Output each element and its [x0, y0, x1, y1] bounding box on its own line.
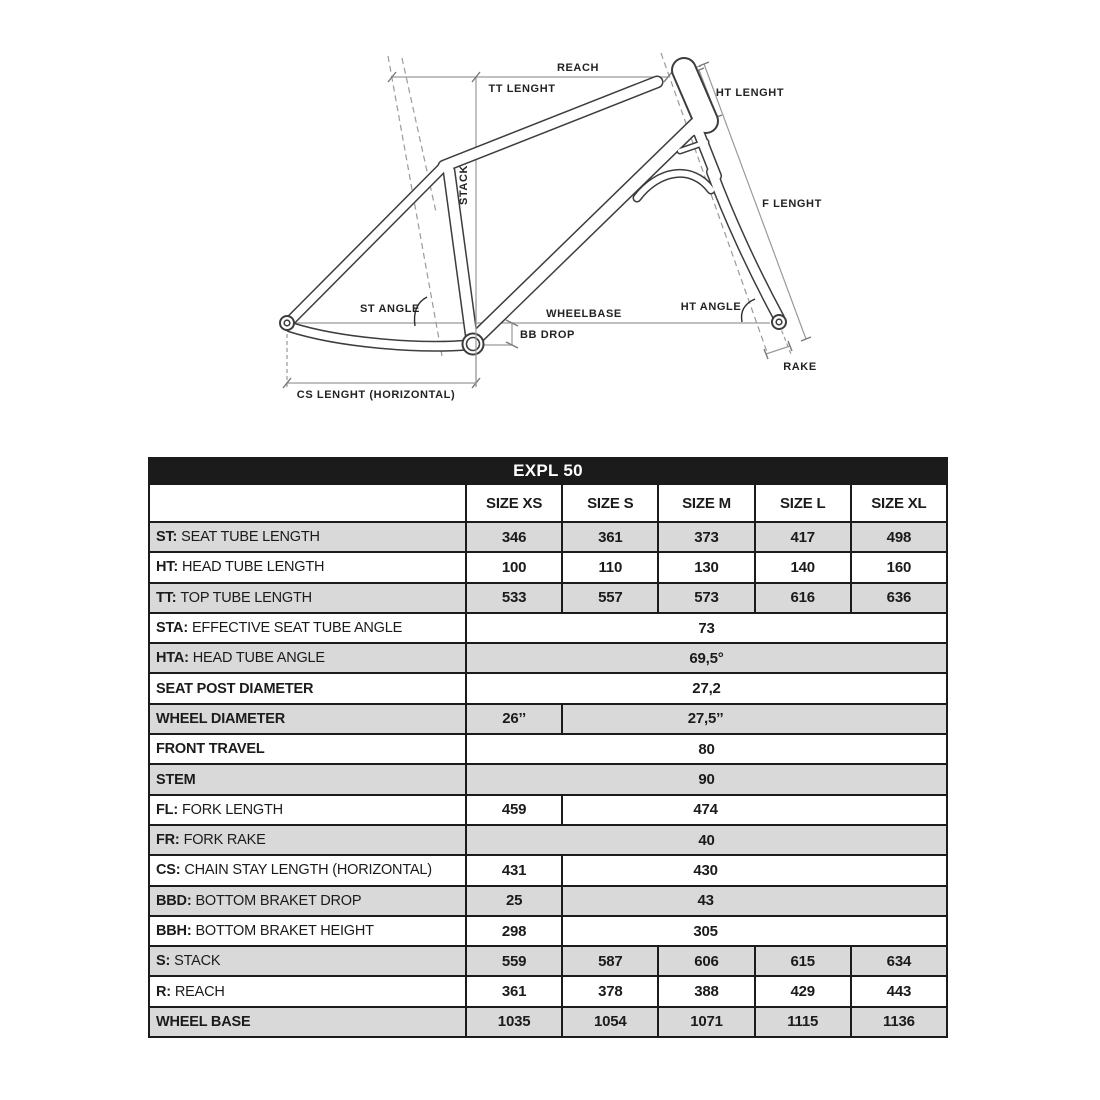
label-f-length: F LENGHT [762, 198, 822, 210]
size-value-cell: 636 [850, 584, 946, 612]
size-value-cell: 430 [561, 856, 946, 884]
size-value-cell: 459 [465, 796, 561, 824]
label-rake: RAKE [783, 361, 817, 373]
size-value-cell: 361 [465, 977, 561, 1005]
size-value-cell: 346 [465, 523, 561, 551]
row-label: SEAT POST DIAMETER [156, 680, 314, 697]
size-value-cell: 557 [561, 584, 657, 612]
size-value-cell: 417 [754, 523, 850, 551]
size-value-cell: 40 [465, 826, 946, 854]
row-label: STA: EFFECTIVE SEAT TUBE ANGLE [156, 620, 403, 637]
row-label: ST: SEAT TUBE LENGTH [156, 529, 320, 546]
row-label: TT: TOP TUBE LENGTH [156, 589, 312, 606]
size-value-cell: 616 [754, 584, 850, 612]
row-label: FR: FORK RAKE [156, 832, 266, 849]
table-row [150, 733, 946, 763]
header-empty-cell [150, 485, 465, 521]
size-value-cell: 73 [465, 614, 946, 642]
size-value-cell: 431 [465, 856, 561, 884]
size-value-cell: 140 [754, 553, 850, 581]
row-label: R: REACH [156, 983, 225, 1000]
size-value-cell: 27,5’’ [561, 705, 946, 733]
size-value-cell: 100 [465, 553, 561, 581]
size-value-cell: 606 [657, 947, 753, 975]
table-row [150, 885, 946, 915]
header-size-m: SIZE M [657, 485, 753, 521]
geometry-table [148, 457, 948, 1038]
front-dropout [772, 315, 786, 329]
size-value-cell: 90 [465, 765, 946, 793]
size-value-cell: 298 [465, 917, 561, 945]
size-value-cell: 634 [850, 947, 946, 975]
table-header-row [150, 483, 946, 521]
label-bb-drop: BB DROP [520, 329, 575, 341]
head-angle-arc [742, 299, 755, 322]
header-size-xs: SIZE XS [465, 485, 561, 521]
label-reach: REACH [556, 62, 600, 74]
size-value-cell: 388 [657, 977, 753, 1005]
table-row [150, 672, 946, 702]
size-value-cell: 373 [657, 523, 753, 551]
size-value-cell: 43 [561, 887, 946, 915]
size-value-cell: 110 [561, 553, 657, 581]
table-row [150, 551, 946, 581]
table-row [150, 1006, 946, 1036]
size-value-cell: 25 [465, 887, 561, 915]
size-value-cell: 305 [561, 917, 946, 945]
size-value-cell: 615 [754, 947, 850, 975]
table-row [150, 582, 946, 612]
row-label: HT: HEAD TUBE LENGTH [156, 559, 325, 576]
size-value-cell: 1115 [754, 1008, 850, 1036]
size-value-cell: 130 [657, 553, 753, 581]
size-value-cell: 474 [561, 796, 946, 824]
size-value-cell: 69,5° [465, 644, 946, 672]
table-row [150, 915, 946, 945]
label-tt-length: TT LENGHT [488, 83, 556, 95]
size-value-cell: 1071 [657, 1008, 753, 1036]
size-value-cell: 1035 [465, 1008, 561, 1036]
label-stack: STACK [458, 164, 470, 206]
row-label: BBH: BOTTOM BRAKET HEIGHT [156, 923, 374, 939]
row-label: S: STACK [156, 953, 221, 970]
table-row [150, 612, 946, 642]
table-row [150, 975, 946, 1005]
label-cs-length: CS LENGHT (HORIZONTAL) [296, 389, 456, 401]
bike-geometry-diagram [0, 0, 1100, 450]
row-label: STEM [156, 771, 196, 788]
size-value-cell: 559 [465, 947, 561, 975]
size-value-cell: 27,2 [465, 674, 946, 702]
row-label: WHEEL BASE [156, 1013, 251, 1030]
size-value-cell: 1054 [561, 1008, 657, 1036]
size-value-cell: 587 [561, 947, 657, 975]
bottom-bracket [463, 334, 484, 355]
size-value-cell: 443 [850, 977, 946, 1005]
table-row [150, 945, 946, 975]
row-label: HTA: HEAD TUBE ANGLE [156, 650, 325, 667]
row-label: BBD: BOTTOM BRAKET DROP [156, 892, 362, 909]
size-value-cell: 26’’ [465, 705, 561, 733]
label-ht-angle: HT ANGLE [680, 301, 742, 313]
row-label: CS: CHAIN STAY LENGTH (HORIZONTAL) [156, 862, 432, 879]
table-title: EXPL 50 [150, 459, 946, 483]
table-row [150, 794, 946, 824]
size-value-cell: 1136 [850, 1008, 946, 1036]
size-value-cell: 80 [465, 735, 946, 763]
table-row [150, 824, 946, 854]
size-value-cell: 573 [657, 584, 753, 612]
header-size-xl: SIZE XL [850, 485, 946, 521]
header-size-l: SIZE L [754, 485, 850, 521]
rear-dropout [280, 316, 294, 330]
label-st-angle: ST ANGLE [359, 303, 421, 315]
label-ht-length: HT LENGHT [715, 87, 785, 99]
table-row [150, 703, 946, 733]
size-value-cell: 361 [561, 523, 657, 551]
size-value-cell: 498 [850, 523, 946, 551]
size-value-cell: 429 [754, 977, 850, 1005]
size-value-cell: 533 [465, 584, 561, 612]
size-value-cell: 160 [850, 553, 946, 581]
row-label: WHEEL DIAMETER [156, 710, 286, 727]
table-row [150, 642, 946, 672]
table-body [150, 521, 946, 1036]
table-row [150, 521, 946, 551]
header-size-s: SIZE S [561, 485, 657, 521]
table-row [150, 763, 946, 793]
size-value-cell: 378 [561, 977, 657, 1005]
row-label: FL: FORK LENGTH [156, 801, 283, 818]
label-wheelbase: WHEELBASE [546, 308, 622, 320]
row-label: FRONT TRAVEL [156, 741, 265, 758]
table-row [150, 854, 946, 884]
